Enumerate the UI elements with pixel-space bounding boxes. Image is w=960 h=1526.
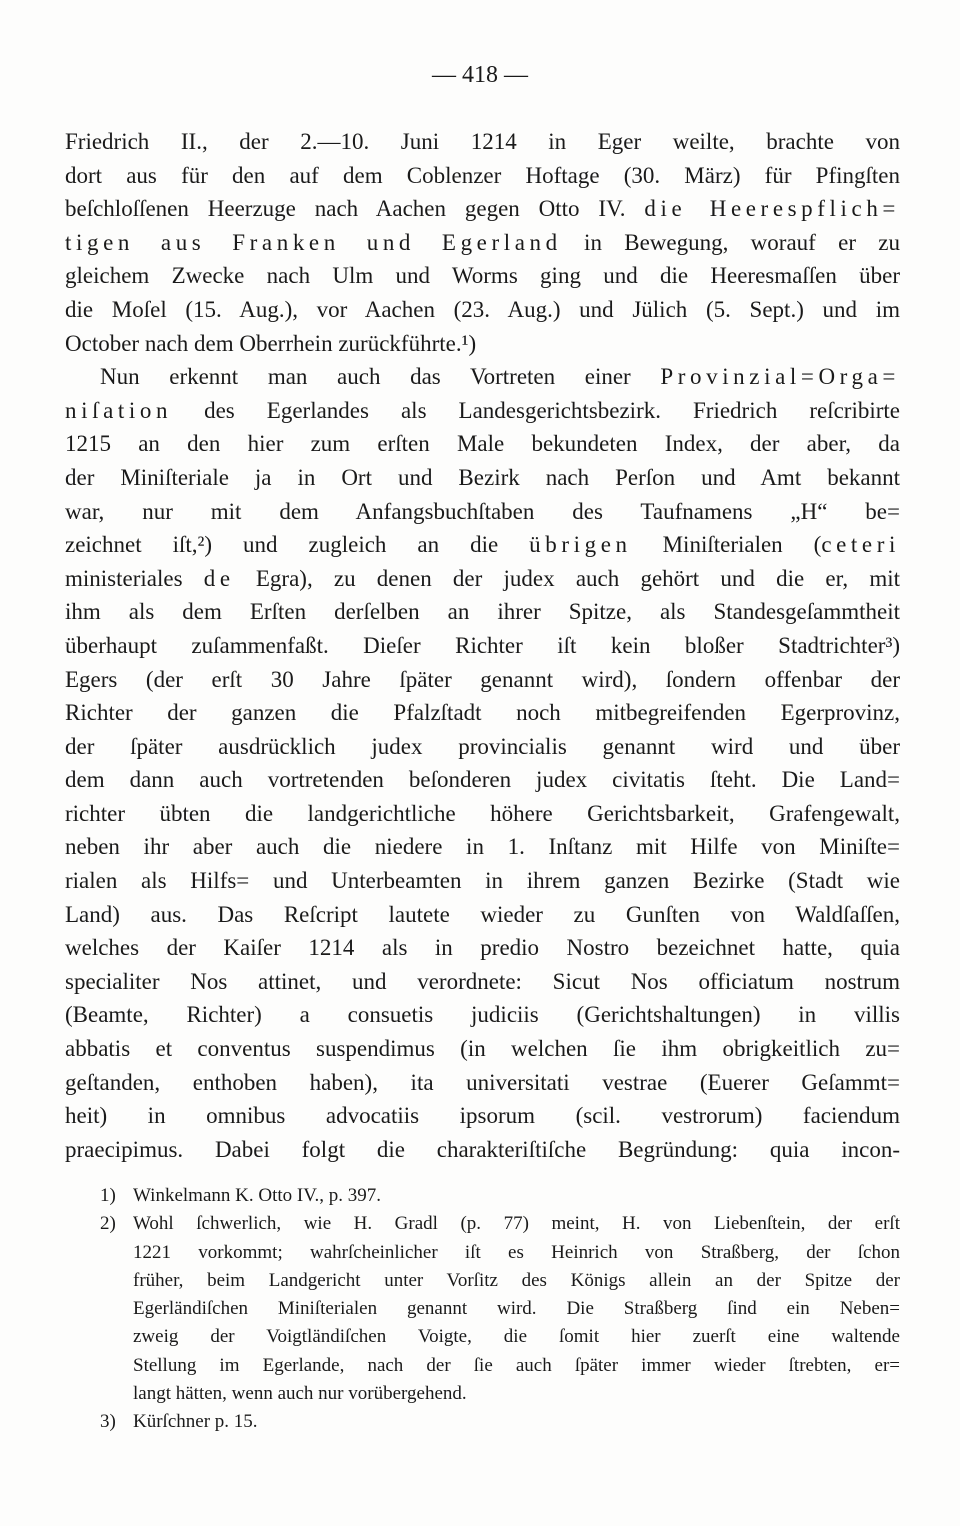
- footnote-marker: 3): [100, 1411, 116, 1433]
- text-line: [65, 360, 900, 394]
- text-span: ihm als dem Erſten derſelben an ihrer Spitze, als Standesgeſammtheit: [65, 599, 900, 625]
- spaced-emphasis-text: übrigen: [529, 532, 632, 558]
- text-span: war, nur mit dem Anfangsbuchſtaben des Taufnamens „H“ be=: [65, 498, 900, 524]
- page-number: — 418 —: [432, 62, 528, 88]
- footnote: [0, 1210, 960, 1408]
- text-line: [65, 562, 900, 596]
- text-line: [65, 730, 900, 764]
- text-line: [65, 259, 900, 293]
- spaced-emphasis-text: die Heerespflich=: [644, 196, 900, 222]
- spaced-emphasis-text: tigen aus Franken und Egerland: [65, 229, 562, 255]
- text-span: gleichem Zwecke nach Ulm und Worms ging und die Heeresmaſſen über: [65, 263, 900, 289]
- text-span: Land) aus. Das Reſcript lautete wieder zu Gunſten von Waldſaſſen,: [65, 901, 900, 927]
- text-span: zeichnet iſt,²) und zugleich an die: [65, 532, 530, 558]
- footnote-marker: 2): [100, 1213, 116, 1235]
- footnote: [0, 1408, 960, 1436]
- text-line: [65, 394, 900, 428]
- text-span: rialen als Hilfs= und Unterbeamten in ihrem ganzen Bezirke (Stadt wie: [65, 868, 900, 894]
- text-line: [65, 293, 900, 327]
- spaced-emphasis-text: de: [203, 565, 235, 591]
- text-line: [65, 830, 900, 864]
- text-line: [65, 427, 900, 461]
- text-span: Miniſterialen (: [631, 532, 822, 558]
- text-span: specialiter Nos attinet, und verordnete: Sicut Nos officiatum nostrum: [65, 968, 900, 994]
- footnote-line: langt hätten, wenn auch nur vorübergehend.: [133, 1383, 467, 1405]
- text-line: [65, 1032, 900, 1066]
- footnote-line: früher, beim Landgericht unter Vorſitz des Königs allein an der Spitze der: [133, 1269, 900, 1291]
- footnote-line: Winkelmann K. Otto IV., p. 397.: [133, 1185, 381, 1206]
- text-line: [65, 125, 900, 159]
- text-span: richter übten die landgerichtliche höhere Gerichtsbarkeit, Grafengewalt,: [65, 800, 900, 826]
- text-line: [65, 1133, 900, 1167]
- text-line: [65, 998, 900, 1032]
- text-span: Nun erkennt man auch das Vortreten einer: [100, 364, 661, 390]
- text-line: [65, 931, 900, 965]
- text-span: welches der Kaiſer 1214 als in predio Nostro bezeichnet hatte, quia: [65, 935, 900, 961]
- footnote-line: zweig der Voigtländiſchen Voigte, die ſomit hier zuerſt eine waltende: [133, 1326, 900, 1348]
- text-line: [65, 226, 900, 260]
- footnote-text: [133, 1182, 900, 1210]
- text-span: der ſpäter ausdrücklich judex provincialis genannt wird und über: [65, 733, 900, 759]
- text-line: [65, 663, 900, 697]
- footnote: [0, 1182, 960, 1210]
- spaced-emphasis-text: ceteri: [821, 532, 900, 558]
- text-span: 1215 an den hier zum erſten Male bekundeten Index, der aber, da: [65, 431, 900, 457]
- text-line: [65, 327, 900, 361]
- footnote-marker: 1): [100, 1185, 116, 1206]
- text-span: ministeriales: [65, 565, 204, 591]
- text-span: dem dann auch vortretenden beſonderen judex civitatis ſteht. Die Land=: [65, 767, 900, 793]
- text-line: [65, 595, 900, 629]
- text-span: heit) in omnibus advocatiis ipsorum (scil. vestrorum) faciendum: [65, 1103, 900, 1129]
- text-line: [65, 965, 900, 999]
- text-span: geſtanden, enthoben haben), ita universitati vestrae (Euerer Geſammt=: [65, 1069, 900, 1095]
- footnote-line: Wohl ſchwerlich, wie H. Gradl (p. 77) meint, H. von Liebenſtein, der erſt: [133, 1213, 900, 1235]
- text-line: [65, 495, 900, 529]
- footnotes: [0, 1182, 960, 1437]
- paragraph: [65, 360, 900, 1166]
- text-line: [65, 864, 900, 898]
- text-span: Egers (der erſt 30 Jahre ſpäter genannt wird), ſondern offenbar der: [65, 666, 900, 692]
- footnote-text: [133, 1210, 900, 1408]
- text-span: Richter der ganzen die Pfalzſtadt noch mitbegreifenden Egerprovinz,: [65, 700, 900, 726]
- footnote-line: Kürſchner p. 15.: [133, 1411, 258, 1433]
- spaced-emphasis-text: Provinzial=Orga=: [660, 364, 900, 390]
- text-span: des Egerlandes als Landesgerichtsbezirk. Friedrich reſcribirte: [172, 397, 900, 423]
- text-span: Friedrich II., der 2.—10. Juni 1214 in Eger weilte, brachte von: [65, 129, 900, 154]
- text-line: [65, 797, 900, 831]
- text-line: [65, 461, 900, 495]
- text-span: die Moſel (15. Aug.), vor Aachen (23. Aug.) und Jülich (5. Sept.) und im: [65, 296, 900, 322]
- text-span: der Miniſteriale ja in Ort und Bezirk nach Perſon und Amt bekannt: [65, 464, 900, 490]
- text-line: [65, 159, 900, 193]
- text-span: in Bewegung, worauf er zu: [561, 229, 900, 255]
- footnote-line: Egerländiſchen Miniſterialen genannt wird. Die Straßberg ſind ein Neben=: [133, 1298, 900, 1320]
- footnote-text: [133, 1408, 900, 1436]
- text-line: [65, 629, 900, 663]
- paragraph: [65, 125, 900, 360]
- text-span: Egra), zu denen der judex auch gehört und die er, mit: [234, 565, 900, 591]
- text-line: [65, 763, 900, 797]
- text-line: [65, 528, 900, 562]
- text-span: neben ihr aber auch die niedere in 1. Inſtanz mit Hilfe von Miniſte=: [65, 834, 900, 860]
- text-span: dort aus für den auf dem Coblenzer Hoftage (30. März) für Pfingſten: [65, 162, 900, 188]
- text-line: [65, 192, 900, 226]
- footnote-line: 1221 vorkommt; wahrſcheinlicher iſt es Heinrich von Straßberg, der ſchon: [133, 1241, 900, 1263]
- spaced-emphasis-text: niſation: [65, 397, 173, 423]
- text-span: beſchloſſenen Heerzuge nach Aachen gegen Otto IV.: [65, 196, 645, 222]
- text-span: überhaupt zuſammenfaßt. Dieſer Richter iſt kein bloßer Stadtrichter³): [65, 632, 900, 658]
- text-span: abbatis et conventus suspendimus (in welchen ſie ihm obrigkeitlich zu=: [65, 1036, 900, 1062]
- text-line: [65, 1066, 900, 1100]
- text-span: October nach dem Oberrhein zurückführte.¹): [65, 330, 477, 356]
- text-span: (Beamte, Richter) a consuetis judiciis (Gerichtshaltungen) in villis: [65, 1002, 900, 1028]
- text-line: [65, 1099, 900, 1133]
- body-text: [65, 125, 900, 1166]
- text-line: [65, 696, 900, 730]
- text-span: praecipimus. Dabei folgt die charakteriſtiſche Begründung: quia incon-: [65, 1136, 900, 1162]
- footnote-line: Stellung im Egerlande, nach der ſie auch ſpäter immer wieder ſtrebten, er=: [133, 1354, 900, 1376]
- text-line: [65, 898, 900, 932]
